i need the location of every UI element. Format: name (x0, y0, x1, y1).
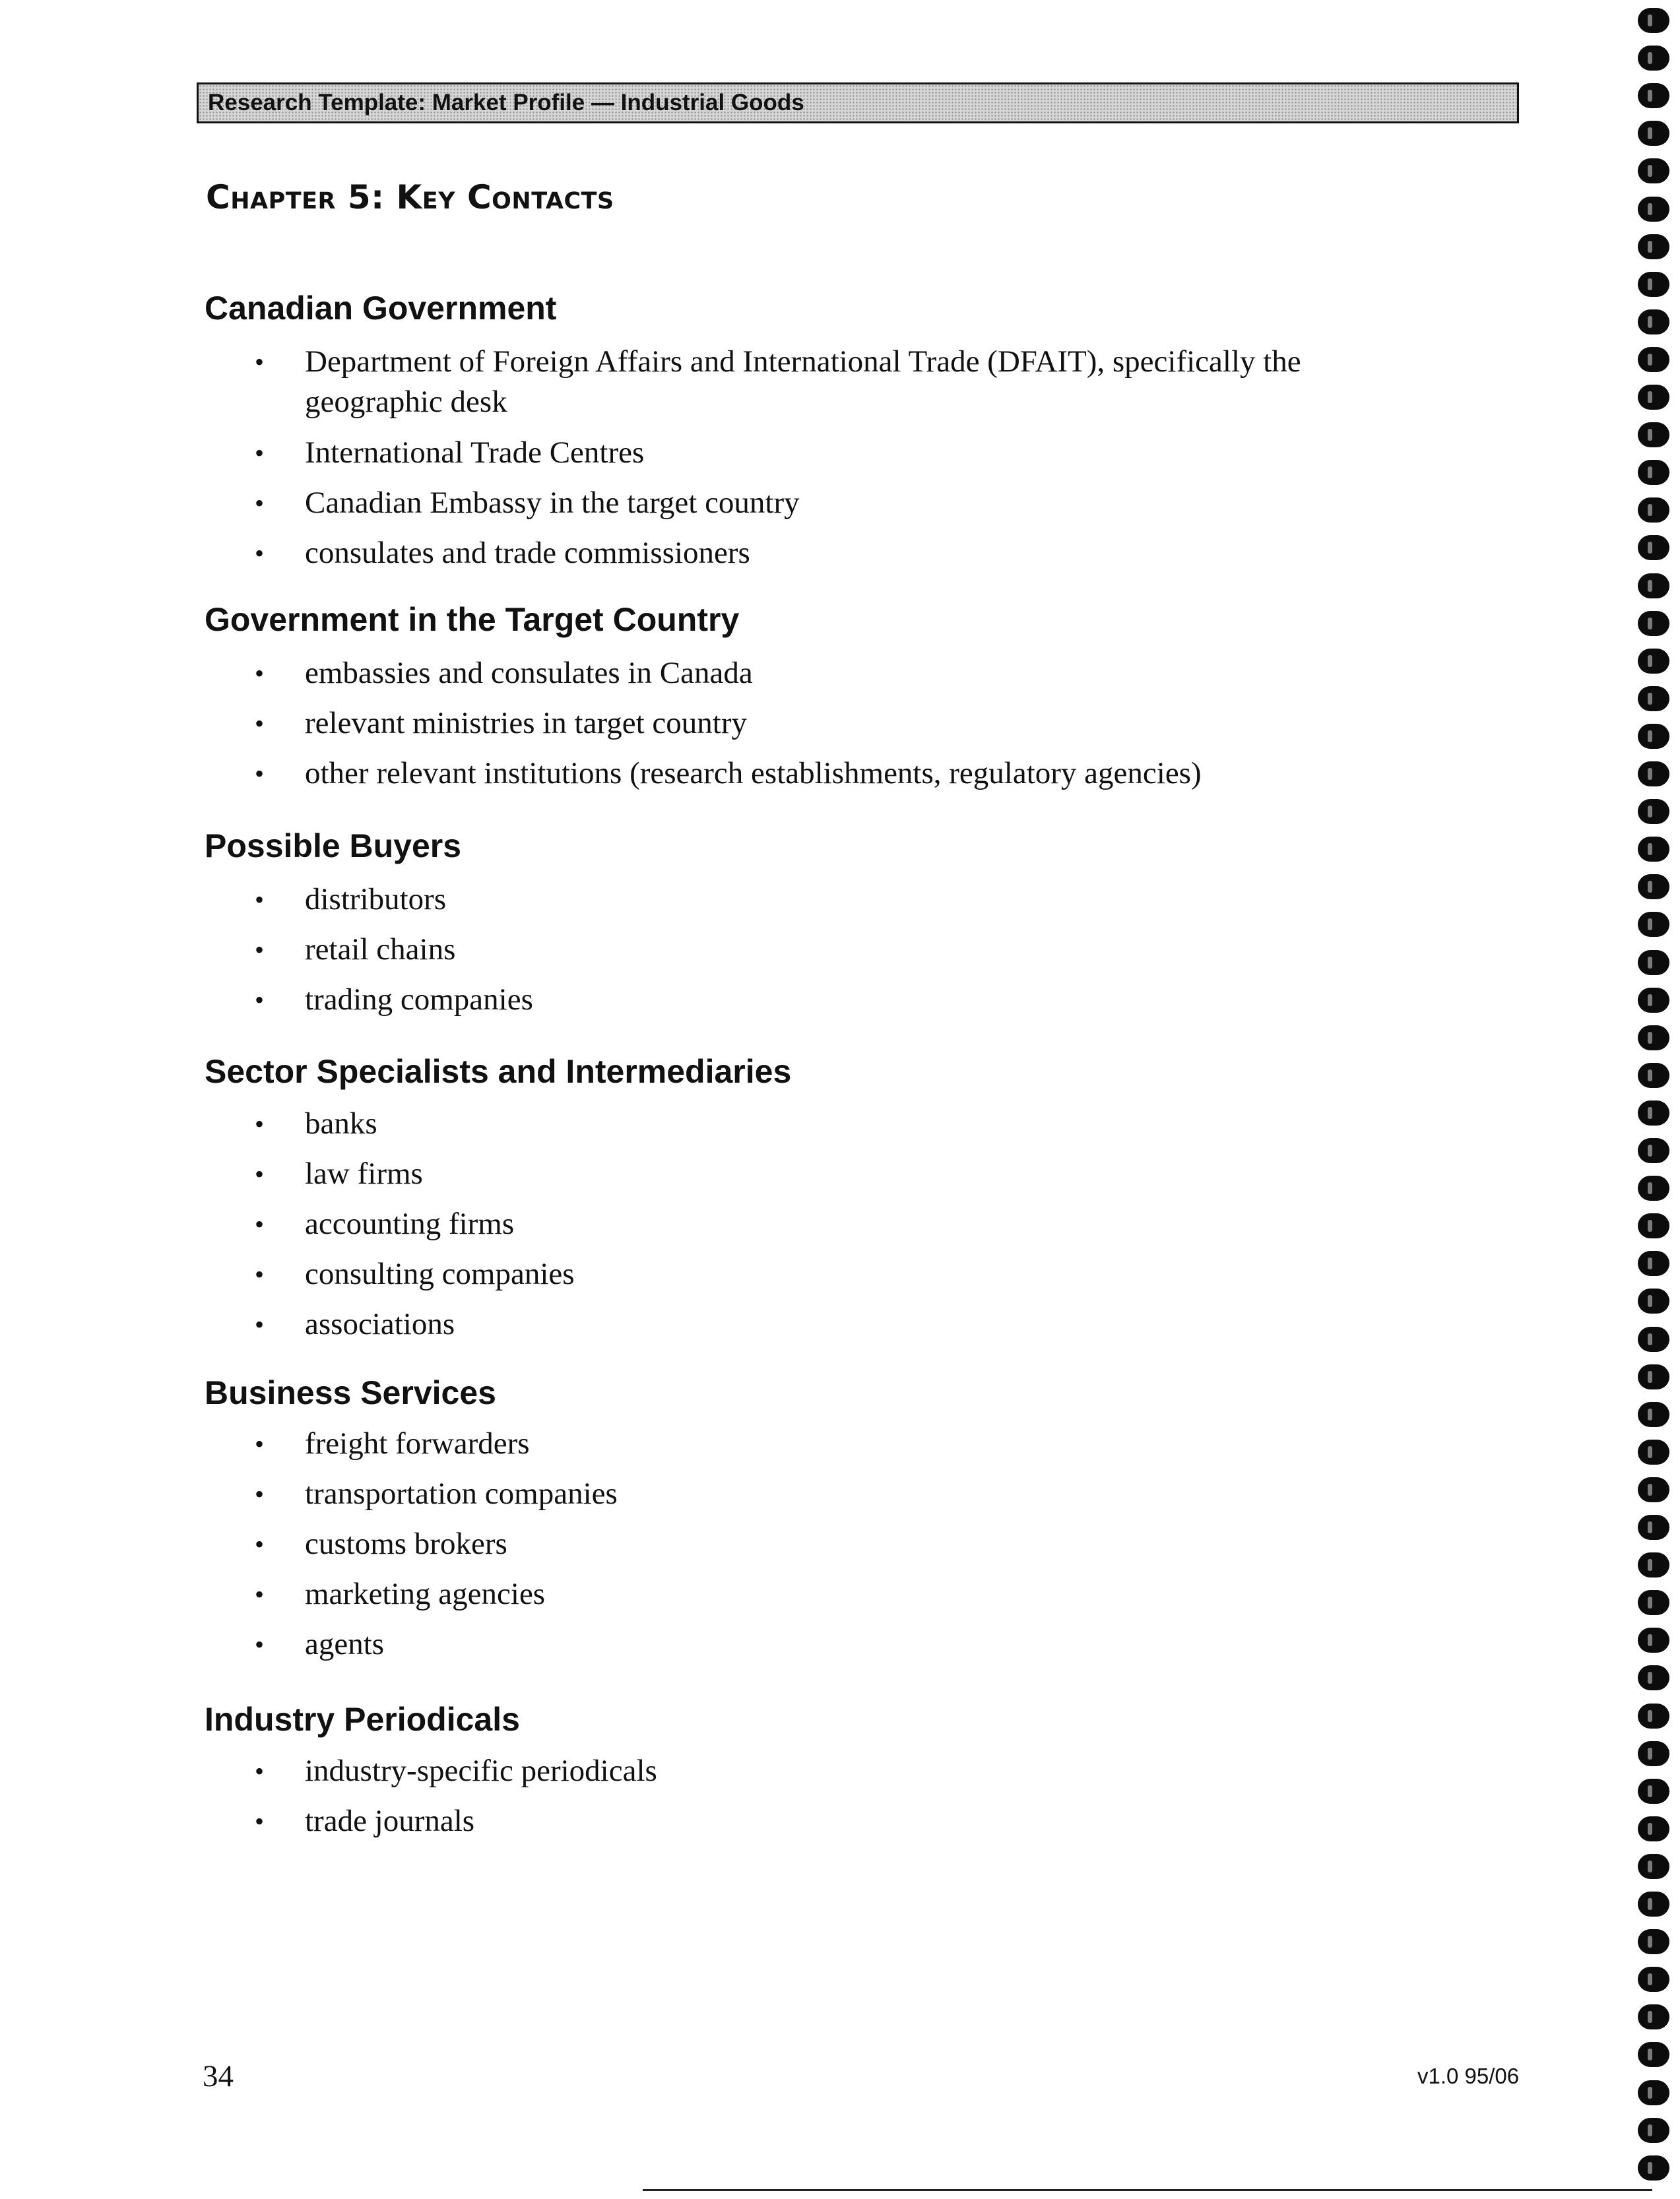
binding-hole-icon (1638, 272, 1669, 297)
bullet-icon: • (255, 347, 265, 377)
binding-hole-icon (1638, 1967, 1669, 1992)
binding-hole-icon (1638, 988, 1669, 1013)
binding-hole-icon (1638, 1025, 1669, 1050)
bullet-icon: • (255, 1806, 265, 1836)
bullet-icon: • (255, 1630, 265, 1659)
section-list-government-target-country (205, 653, 1202, 804)
list-item: • trading companies (205, 980, 533, 1030)
binding-hole-icon (1638, 1176, 1669, 1201)
binding-hole-icon (1638, 2042, 1669, 2067)
binding-hole-icon (1638, 1665, 1669, 1690)
chapter-title: Chapter 5: Key Contacts (206, 178, 614, 216)
page-number: 34 (203, 2059, 234, 2093)
bullet-icon: • (255, 759, 265, 788)
binding-hole-icon (1638, 874, 1669, 899)
list-item: • International Trade Centres (205, 433, 1301, 483)
binding-hole-icon (1638, 724, 1669, 749)
binding-hole-icon (1638, 1100, 1669, 1126)
section-heading-industry-periodicals: Industry Periodicals (205, 1701, 520, 1738)
section-heading-government-target-country: Government in the Target Country (205, 601, 740, 638)
bullet-icon: • (255, 885, 265, 914)
list-item: • distributors (205, 879, 533, 930)
section-list-canadian-government (205, 342, 1301, 583)
bullet-icon: • (255, 438, 265, 468)
list-item: • industry-specific periodicals (205, 1751, 657, 1801)
binding-hole-icon (1638, 1704, 1669, 1729)
binding-hole-icon (1638, 573, 1669, 598)
list-item: • freight forwarders (205, 1424, 618, 1474)
bottom-rule (643, 2189, 1652, 2191)
section-heading-sector-specialists: Sector Specialists and Intermediaries (205, 1053, 792, 1090)
binding-hole-icon (1638, 1779, 1669, 1804)
binding-hole-icon (1638, 158, 1669, 183)
bullet-icon: • (255, 1310, 265, 1339)
binding-hole-icon (1638, 422, 1669, 447)
binding-hole-icon (1638, 1590, 1669, 1615)
binding-hole-icon (1638, 2004, 1669, 2029)
list-item: • consulates and trade commissioners (205, 533, 1301, 583)
binding-hole-icon (1638, 1213, 1669, 1238)
list-item: • other relevant institutions (research establishments, regulatory agencies) (205, 753, 1202, 804)
bullet-icon: • (255, 1579, 265, 1609)
binding-hole-icon (1638, 1251, 1669, 1276)
binding-hole-icon (1638, 611, 1669, 636)
list-item: • marketing agencies (205, 1574, 618, 1624)
binding-hole-icon (1638, 535, 1669, 560)
header-bar (197, 82, 1519, 123)
bullet-icon: • (255, 658, 265, 688)
version-label: v1.0 95/06 (1417, 2064, 1520, 2088)
binding-hole-icon (1638, 83, 1669, 108)
bullet-icon: • (255, 985, 265, 1015)
binding-hole-icon (1638, 686, 1669, 711)
binding-hole-icon (1638, 1477, 1669, 1502)
bullet-icon: • (255, 1109, 265, 1139)
list-item: • trade journals (205, 1801, 657, 1851)
section-list-business-services (205, 1424, 618, 1674)
binding-hole-icon (1638, 1515, 1669, 1540)
binding-hole-icon (1638, 649, 1669, 674)
binding-hole-icon (1638, 1892, 1669, 1917)
binding-hole-icon (1638, 1402, 1669, 1427)
binding-hole-icon (1638, 950, 1669, 975)
bullet-icon: • (255, 488, 265, 518)
binding-hole-icon (1638, 1816, 1669, 1841)
spiral-binding-holes (1635, 8, 1675, 2192)
bullet-icon: • (255, 1529, 265, 1559)
list-item: • law firms (205, 1154, 575, 1204)
section-list-possible-buyers (205, 879, 533, 1030)
list-item: • banks (205, 1104, 575, 1154)
section-heading-canadian-government: Canadian Government (205, 290, 557, 327)
bullet-icon: • (255, 1479, 265, 1509)
list-item: • associations (205, 1304, 575, 1354)
binding-hole-icon (1638, 1741, 1669, 1766)
binding-hole-icon (1638, 1552, 1669, 1578)
binding-hole-icon (1638, 1854, 1669, 1879)
list-item: • agents (205, 1624, 618, 1674)
bullet-icon: • (255, 1209, 265, 1239)
bullet-icon: • (255, 538, 265, 568)
binding-hole-icon (1638, 385, 1669, 410)
binding-hole-icon (1638, 1289, 1669, 1314)
binding-hole-icon (1638, 1138, 1669, 1163)
binding-hole-icon (1638, 2118, 1669, 2143)
binding-hole-icon (1638, 460, 1669, 485)
binding-hole-icon (1638, 197, 1669, 222)
binding-hole-icon (1638, 1063, 1669, 1088)
bullet-icon: • (255, 1159, 265, 1189)
binding-hole-icon (1638, 2155, 1669, 2181)
list-item: • embassies and consulates in Canada (205, 653, 1202, 703)
list-item: • consulting companies (205, 1254, 575, 1304)
binding-hole-icon (1638, 1929, 1669, 1954)
binding-hole-icon (1638, 1327, 1669, 1352)
binding-hole-icon (1638, 1364, 1669, 1389)
binding-hole-icon (1638, 912, 1669, 937)
section-heading-possible-buyers: Possible Buyers (205, 827, 462, 864)
binding-hole-icon (1638, 8, 1669, 33)
binding-hole-icon (1638, 1628, 1669, 1653)
header-title: Research Template: Market Profile — Industrial Goods (208, 90, 804, 115)
bullet-icon: • (255, 935, 265, 965)
bullet-icon: • (255, 1756, 265, 1786)
list-item: • accounting firms (205, 1204, 575, 1254)
binding-hole-icon (1638, 799, 1669, 824)
binding-hole-icon (1638, 1440, 1669, 1465)
binding-hole-icon (1638, 121, 1669, 146)
binding-hole-icon (1638, 46, 1669, 71)
bullet-icon: • (255, 709, 265, 738)
list-item: • transportation companies (205, 1474, 618, 1524)
binding-hole-icon (1638, 761, 1669, 786)
binding-hole-icon (1638, 837, 1669, 862)
binding-hole-icon (1638, 497, 1669, 523)
binding-hole-icon (1638, 347, 1669, 372)
section-list-sector-specialists (205, 1104, 575, 1354)
binding-hole-icon (1638, 234, 1669, 259)
binding-hole-icon (1638, 309, 1669, 335)
list-item: • relevant ministries in target country (205, 703, 1202, 753)
list-item: • customs brokers (205, 1524, 618, 1574)
bullet-icon: • (255, 1259, 265, 1289)
list-item: • retail chains (205, 930, 533, 980)
list-item: • Canadian Embassy in the target country (205, 483, 1301, 533)
bullet-icon: • (255, 1429, 265, 1459)
binding-hole-icon (1638, 2080, 1669, 2105)
section-heading-business-services: Business Services (205, 1374, 496, 1411)
section-list-industry-periodicals (205, 1751, 657, 1851)
list-item: • Department of Foreign Affairs and International Trade (DFAIT), specifically the geographic desk (205, 342, 1301, 433)
